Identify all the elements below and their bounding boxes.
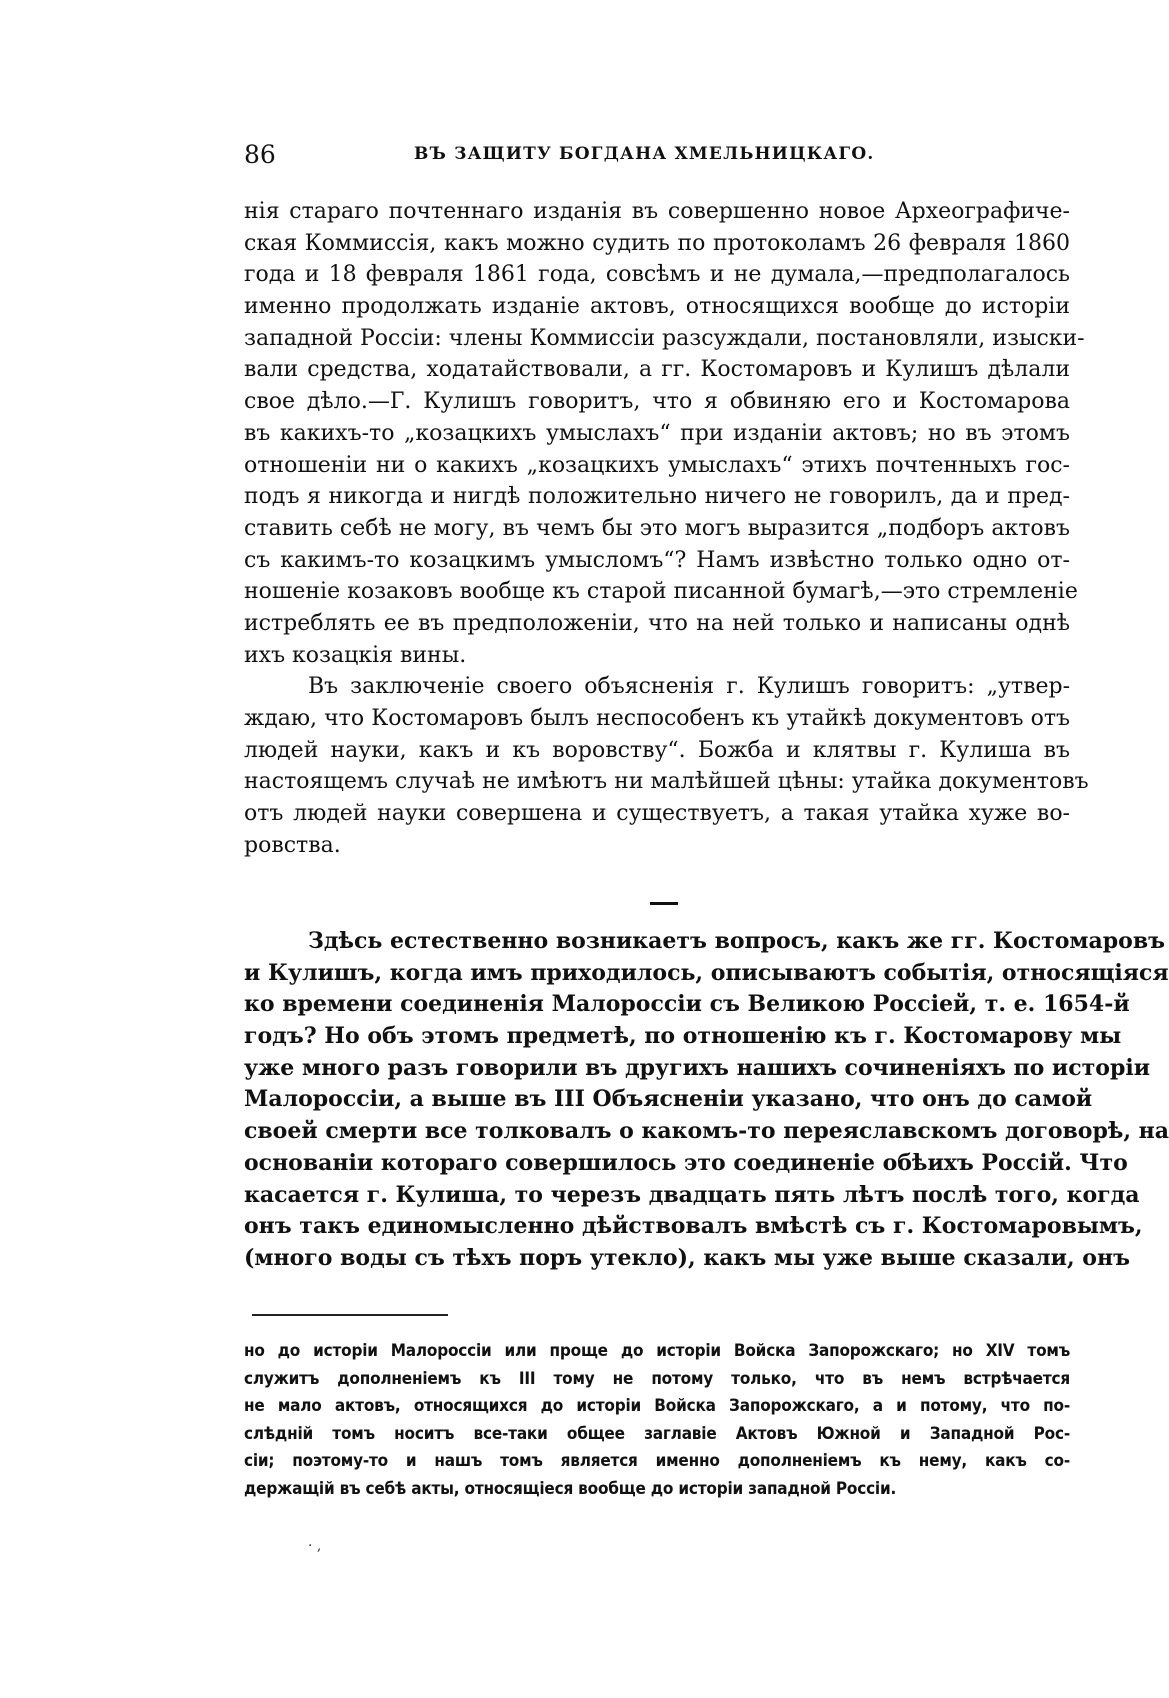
text-line: Малороссіи, а выше въ III Объясненіи указано, что онъ до самой	[244, 1086, 1093, 1113]
text-line: западной Россіи: члены Коммиссіи разсуждали, постановляли, изыски-	[244, 325, 1085, 351]
text-line: въ какихъ-то „козацкихъ умыслахъ“ при изданіи актовъ; но въ этомъ	[244, 420, 1070, 446]
paragraph-continuation	[244, 196, 1085, 671]
text-line: ровства.	[244, 832, 341, 858]
text-line: именно продолжать изданіе актовъ, относящихся вообще до исторіи	[244, 294, 1070, 320]
text-line: своей смерти все толковалъ о какомъ-то переяславскомъ договорѣ, на	[244, 1118, 1169, 1145]
text-line: Въ заключеніе своего объясненія г. Кулишъ говоритъ: „утвер-	[308, 674, 1070, 700]
body-text-upper	[244, 196, 1089, 861]
footnote-line: не мало актовъ, относящихся до исторіи Войска Запорожскаго, а и потому, что по-	[244, 1396, 1070, 1416]
text-line: Здѣсь естественно возникаетъ вопросъ, какъ же гг. Костомаровъ	[308, 928, 1165, 954]
running-title: ВЪ ЗАЩИТУ БОГДАНА ХМЕЛЬНИЦКАГО.	[414, 144, 875, 164]
text-line: свое дѣло.—Г. Кулишъ говоритъ, что я обвиняю его и Костомарова	[244, 389, 1070, 415]
footnote	[244, 1338, 1070, 1503]
text-line: ко времени соединенія Малороссіи съ Великою Россіей, т. е. 1654-й	[244, 991, 1130, 1018]
footnote-line: слѣдній томъ носитъ все-таки общее заглавіе Актовъ Южной и Западной Рос-	[244, 1423, 1070, 1444]
text-line: истреблять ее въ предположеніи, что на ней только и написаны однѣ	[244, 610, 1070, 636]
text-line: отношеніи ни о какихъ „козацкихъ умыслахъ“ этихъ почтенныхъ гос-	[244, 452, 1070, 478]
paragraph-conclusion	[244, 671, 1089, 861]
text-line: ставить себѣ не могу, въ чемъ бы это могъ выразится „подборъ актовъ	[244, 515, 1070, 541]
footnote-line: держащій въ себѣ акты, относящіеся вообще до исторіи западной Россіи.	[244, 1478, 897, 1499]
footnote-line: служитъ дополненіемъ къ III тому не потому только, что въ немъ встрѣчается	[244, 1368, 1070, 1389]
page-number: 86	[244, 140, 276, 169]
text-line: подъ я никогда и нигдѣ положительно ничего не говорилъ, да и пред-	[244, 484, 1070, 510]
text-line: годъ? Но объ этомъ предметѣ, по отношенію къ г. Костомарову мы	[244, 1023, 1122, 1050]
text-line: онъ такъ единомысленно дѣйствовалъ вмѣстѣ съ г. Костомаровымъ,	[244, 1213, 1143, 1240]
text-line: ношеніе козаковъ вообще къ старой писанной бумагѣ,—это стремленіе	[244, 579, 1078, 605]
body-text-lower	[244, 926, 1169, 1275]
text-line: нія стараго почтеннаго изданія въ совершенно новое Археографиче-	[244, 199, 1070, 224]
text-line: года и 18 февраля 1861 года, совсѣмъ и не думала,—предполагалось	[244, 262, 1070, 288]
text-line: и Кулишъ, когда имъ приходилось, описываютъ событія, относящіяся	[244, 959, 1169, 986]
text-line: (много воды съ тѣхъ поръ утекло), какъ мы уже выше сказали, онъ	[244, 1244, 1130, 1271]
text-line: съ какимъ-то козацкимъ умысломъ“? Намъ извѣстно только одно от-	[244, 547, 1070, 573]
text-line: отъ людей науки совершена и существуетъ, а такая утайка хуже во-	[244, 801, 1070, 827]
text-line: касается г. Кулиша, то черезъ двадцать пять лѣтъ послѣ того, когда	[244, 1181, 1140, 1208]
paragraph-question	[244, 926, 1169, 1275]
text-line: ихъ козацкія вины.	[244, 642, 467, 668]
running-head	[244, 140, 1074, 174]
footnote-line: но до исторіи Малороссіи или проще до исторіи Войска Запорожскаго; но XIV томъ	[244, 1341, 1070, 1361]
section-divider	[650, 902, 678, 905]
text-line: основаніи котораго совершилось это соединеніе обѣихъ Россій. Что	[244, 1149, 1128, 1176]
text-line: вали средства, ходатайствовали, а гг. Костомаровъ и Кулишъ дѣлали	[244, 357, 1070, 383]
text-line: уже много разъ говорили въ другихъ нашихъ сочиненіяхъ по исторіи	[244, 1054, 1151, 1081]
text-line: ждаю, что Костомаровъ былъ неспособенъ къ утайкѣ документовъ отъ	[244, 706, 1070, 731]
text-line: ская Коммиссія, какъ можно судить по протоколамъ 26 февраля 1860	[244, 230, 1070, 256]
footnote-rule	[252, 1314, 448, 1316]
footnote-line: сіи; поэтому-то и нашъ томъ является именно дополненіемъ къ нему, какъ со-	[244, 1451, 1070, 1471]
text-line: настоящемъ случаѣ не имѣютъ ни малѣйшей цѣны: утайка документовъ	[244, 769, 1089, 795]
stray-mark: · ,	[308, 1538, 322, 1554]
text-line: людей науки, какъ и къ воровству“. Божба и клятвы г. Кулиша въ	[244, 737, 1070, 763]
